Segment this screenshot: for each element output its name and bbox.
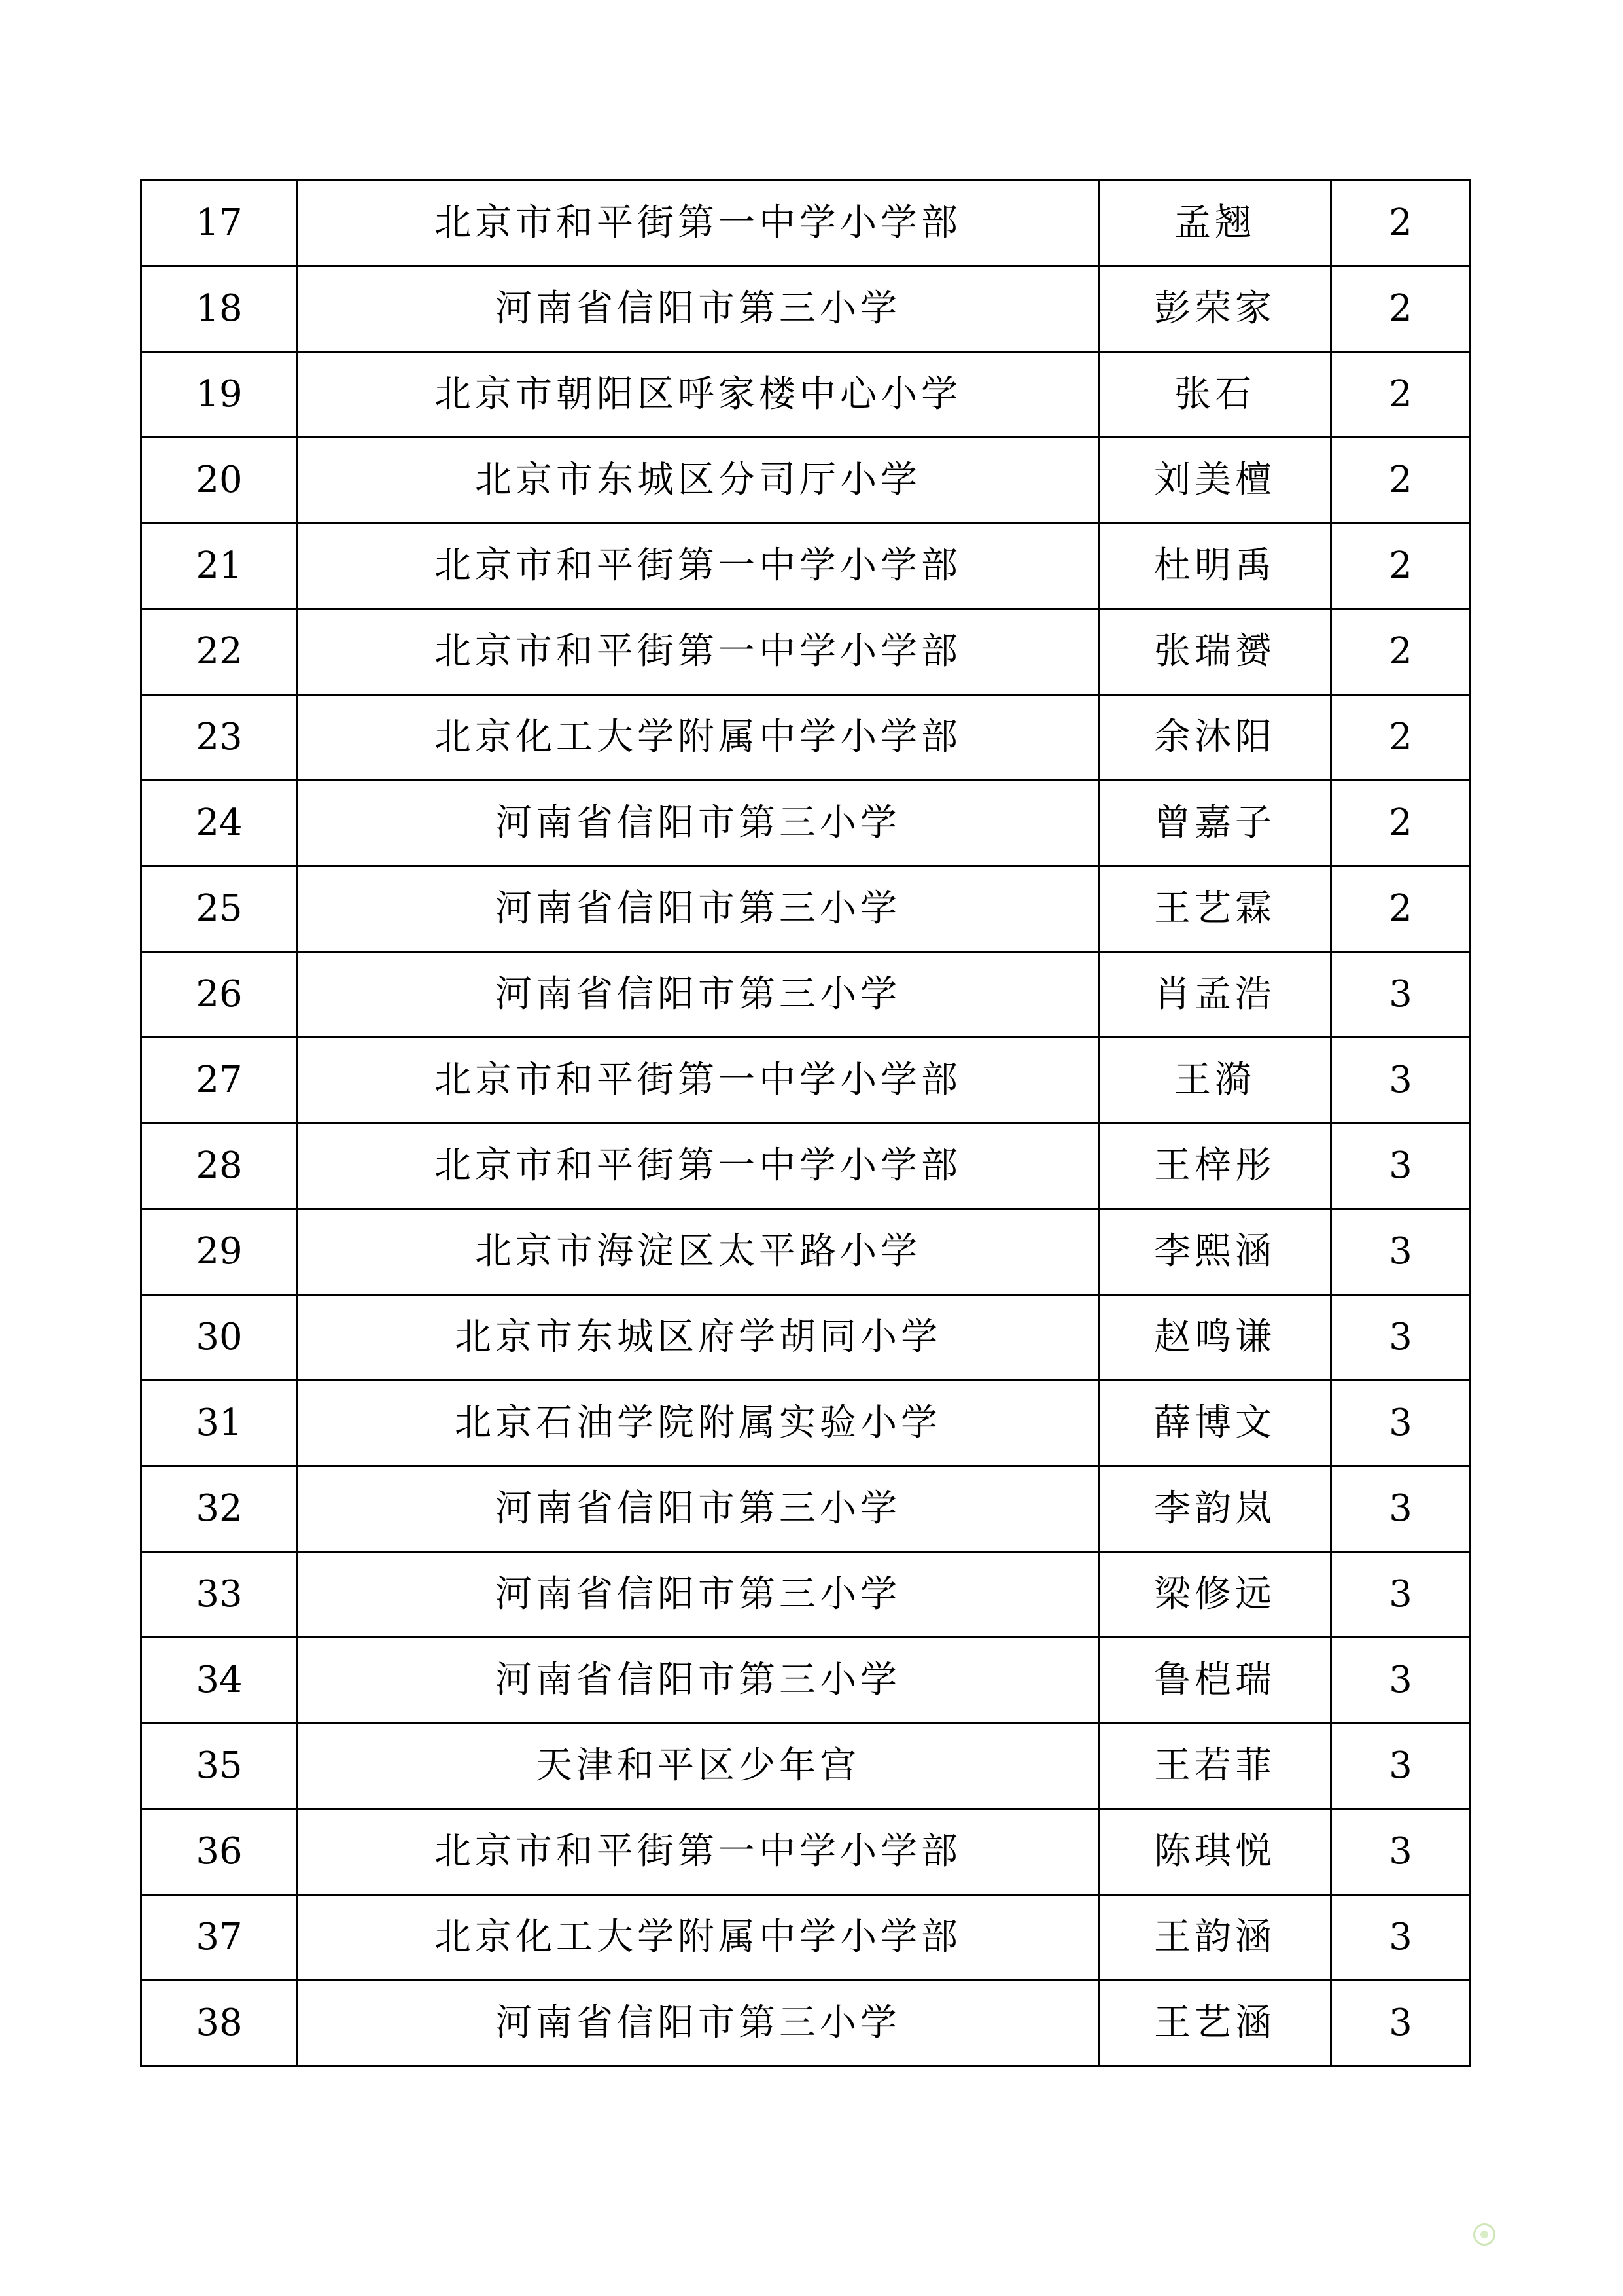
student-name: 孟翘 — [1099, 181, 1331, 266]
row-number: 28 — [141, 1123, 298, 1209]
grade: 2 — [1331, 181, 1471, 266]
table-row — [141, 1895, 1471, 1981]
row-number: 20 — [141, 438, 298, 523]
table-row — [141, 1638, 1471, 1723]
row-number: 33 — [141, 1552, 298, 1638]
grade: 3 — [1331, 1895, 1471, 1981]
grade: 3 — [1331, 1981, 1471, 2066]
row-number: 35 — [141, 1723, 298, 1809]
school-name: 北京化工大学附属中学小学部 — [298, 1895, 1099, 1981]
student-name: 王艺霖 — [1099, 866, 1331, 952]
school-name: 河南省信阳市第三小学 — [298, 266, 1099, 352]
student-name: 曾嘉子 — [1099, 781, 1331, 866]
row-number: 34 — [141, 1638, 298, 1723]
grade: 2 — [1331, 781, 1471, 866]
school-name: 河南省信阳市第三小学 — [298, 952, 1099, 1038]
school-name: 北京市和平街第一中学小学部 — [298, 1809, 1099, 1895]
table-row — [141, 1723, 1471, 1809]
table-row — [141, 781, 1471, 866]
student-name: 余沐阳 — [1099, 695, 1331, 781]
row-number: 36 — [141, 1809, 298, 1895]
school-name: 天津和平区少年宫 — [298, 1723, 1099, 1809]
school-name: 北京市和平街第一中学小学部 — [298, 1123, 1099, 1209]
student-name: 李熙涵 — [1099, 1209, 1331, 1295]
student-name: 李韵岚 — [1099, 1466, 1331, 1552]
grade: 2 — [1331, 438, 1471, 523]
grade: 3 — [1331, 1381, 1471, 1466]
school-name: 北京市和平街第一中学小学部 — [298, 1038, 1099, 1123]
table-row — [141, 695, 1471, 781]
grade: 2 — [1331, 695, 1471, 781]
school-name: 北京市和平街第一中学小学部 — [298, 609, 1099, 695]
grade: 3 — [1331, 1123, 1471, 1209]
table-row — [141, 1552, 1471, 1638]
table-row — [141, 952, 1471, 1038]
grade: 2 — [1331, 352, 1471, 438]
grade: 3 — [1331, 1552, 1471, 1638]
student-name: 肖孟浩 — [1099, 952, 1331, 1038]
table-row — [141, 266, 1471, 352]
table-row — [141, 1809, 1471, 1895]
row-number: 24 — [141, 781, 298, 866]
grade: 3 — [1331, 1723, 1471, 1809]
grade: 2 — [1331, 523, 1471, 609]
row-number: 22 — [141, 609, 298, 695]
student-name: 张瑞赟 — [1099, 609, 1331, 695]
results-table — [140, 179, 1471, 2067]
grade: 3 — [1331, 1209, 1471, 1295]
grade: 2 — [1331, 266, 1471, 352]
row-number: 30 — [141, 1295, 298, 1381]
row-number: 26 — [141, 952, 298, 1038]
watermark-seal-dot — [1480, 2231, 1488, 2238]
student-name: 鲁桤瑞 — [1099, 1638, 1331, 1723]
student-name: 彭荣家 — [1099, 266, 1331, 352]
row-number: 37 — [141, 1895, 298, 1981]
student-name: 张石 — [1099, 352, 1331, 438]
school-name: 河南省信阳市第三小学 — [298, 1638, 1099, 1723]
student-name: 刘美檀 — [1099, 438, 1331, 523]
student-name: 王艺涵 — [1099, 1981, 1331, 2066]
table-row — [141, 1209, 1471, 1295]
table-row — [141, 1123, 1471, 1209]
table-row — [141, 352, 1471, 438]
school-name: 河南省信阳市第三小学 — [298, 1552, 1099, 1638]
row-number: 18 — [141, 266, 298, 352]
row-number: 38 — [141, 1981, 298, 2066]
grade: 3 — [1331, 1038, 1471, 1123]
school-name: 河南省信阳市第三小学 — [298, 1981, 1099, 2066]
table-row — [141, 866, 1471, 952]
student-name: 梁修远 — [1099, 1552, 1331, 1638]
student-name: 王韵涵 — [1099, 1895, 1331, 1981]
school-name: 北京市东城区分司厅小学 — [298, 438, 1099, 523]
grade: 2 — [1331, 609, 1471, 695]
table-row — [141, 1038, 1471, 1123]
grade: 3 — [1331, 1295, 1471, 1381]
row-number: 17 — [141, 181, 298, 266]
grade: 3 — [1331, 952, 1471, 1038]
school-name: 北京市东城区府学胡同小学 — [298, 1295, 1099, 1381]
row-number: 23 — [141, 695, 298, 781]
grade: 2 — [1331, 866, 1471, 952]
grade: 3 — [1331, 1466, 1471, 1552]
student-name: 赵鸣谦 — [1099, 1295, 1331, 1381]
row-number: 32 — [141, 1466, 298, 1552]
table-row — [141, 609, 1471, 695]
school-name: 河南省信阳市第三小学 — [298, 781, 1099, 866]
row-number: 21 — [141, 523, 298, 609]
results-table-body — [141, 181, 1471, 2066]
watermark-seal-icon — [1473, 2223, 1495, 2246]
row-number: 31 — [141, 1381, 298, 1466]
school-name: 北京石油学院附属实验小学 — [298, 1381, 1099, 1466]
student-name: 陈琪悦 — [1099, 1809, 1331, 1895]
student-name: 王漪 — [1099, 1038, 1331, 1123]
school-name: 北京化工大学附属中学小学部 — [298, 695, 1099, 781]
grade: 3 — [1331, 1809, 1471, 1895]
student-name: 王若菲 — [1099, 1723, 1331, 1809]
row-number: 25 — [141, 866, 298, 952]
row-number: 29 — [141, 1209, 298, 1295]
student-name: 王梓彤 — [1099, 1123, 1331, 1209]
row-number: 19 — [141, 352, 298, 438]
student-name: 薛博文 — [1099, 1381, 1331, 1466]
table-row — [141, 1466, 1471, 1552]
table-row — [141, 523, 1471, 609]
school-name: 北京市朝阳区呼家楼中心小学 — [298, 352, 1099, 438]
table-row — [141, 1381, 1471, 1466]
student-name: 杜明禹 — [1099, 523, 1331, 609]
table-row — [141, 438, 1471, 523]
table-row — [141, 1295, 1471, 1381]
school-name: 北京市海淀区太平路小学 — [298, 1209, 1099, 1295]
table-row — [141, 181, 1471, 266]
table-row — [141, 1981, 1471, 2066]
grade: 3 — [1331, 1638, 1471, 1723]
school-name: 河南省信阳市第三小学 — [298, 866, 1099, 952]
school-name: 北京市和平街第一中学小学部 — [298, 181, 1099, 266]
school-name: 河南省信阳市第三小学 — [298, 1466, 1099, 1552]
school-name: 北京市和平街第一中学小学部 — [298, 523, 1099, 609]
row-number: 27 — [141, 1038, 298, 1123]
